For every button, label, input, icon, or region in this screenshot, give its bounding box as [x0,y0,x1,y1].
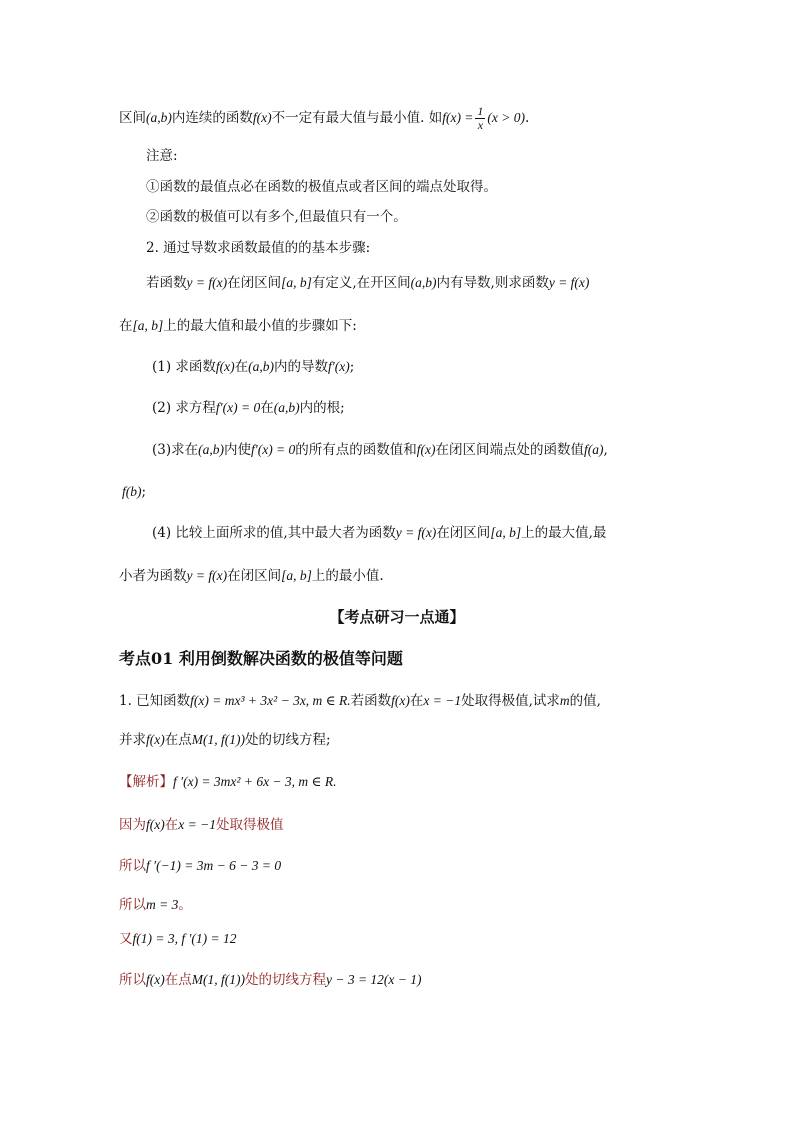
solution-label: 【解析】 [119,774,173,790]
math: [a, b] [281,275,312,290]
answer-line-6 [119,970,422,990]
math: f(x) [146,732,165,747]
math: y = f(x) [548,275,590,290]
math: f′(x) = 0 [215,400,261,415]
math: f(1) = 3, f ′(1) = 12 [132,931,237,946]
text: ; [141,484,147,500]
math: f(x) = mx³ + 3x² − 3x, m ∈ R. [190,693,351,708]
text: 内使 [224,442,251,458]
math: m [559,693,570,708]
steps-title: 2. 通过导数求函数最值的的基本步骤: [146,240,371,256]
math: y − 3 = 12(x − 1) [325,972,422,987]
text: ; [349,359,355,375]
text: 在 [234,359,249,375]
fraction [475,105,485,132]
step-2 [152,398,345,418]
topic-title: 考点01 利用倒数解决函数的极值等问题 [119,649,403,668]
fraction-numerator: 1 [477,104,484,118]
math: [a, b] [490,525,522,540]
text: 上的最小值. [311,568,384,584]
math: [a, b] [281,568,312,583]
text: 在 [409,693,424,709]
text: 的值, [569,693,601,709]
text: 因为 [119,817,146,833]
text: 在闭区间 [436,525,491,541]
question-line-1 [119,691,601,711]
text: 在点 [164,972,192,988]
text: 上的最大值和最小值的步骤如下: [163,318,357,334]
step-4-cont [119,566,384,586]
text: 处取得极值,试求 [461,693,560,709]
text: 又 [119,931,133,947]
text: 处取得极值 [215,817,284,833]
text: 处的切线方程; [244,732,331,748]
text: 的所有点的函数值和 [295,442,417,458]
math: x = −1 [178,817,216,832]
text: 在闭区间 [227,275,282,291]
text: 。 [178,897,192,913]
answer-line-2 [119,815,283,835]
text-line-definition-cont [119,316,357,336]
math: (a,b) [146,110,172,125]
math: f(x) [215,359,235,374]
text: 处的切线方程 [244,972,326,988]
text-line-definition [146,273,589,293]
question-line-2 [119,730,331,750]
math: f ′(x) = 3mx² + 6x − 3, m ∈ R. [173,774,337,789]
math: (a,b) [273,400,300,415]
text-line-continuity [119,105,529,132]
math: M(1, f(1)) [191,972,245,987]
text: 在点 [164,732,192,748]
math: f(x) [146,972,165,987]
text: 所以 [119,897,146,913]
note-item-1: ①函数的最值点必在函数的极值点或者区间的端点处取得。 [146,179,497,195]
text: 小者为函数 [119,568,187,584]
math: M(1, f(1)) [191,732,245,747]
step-3-cont [122,482,146,502]
text: 内的根; [299,400,345,416]
math: f(b) [122,484,142,499]
answer-line-4 [119,895,192,915]
answer-line-5 [119,929,237,949]
text: . [525,110,530,126]
math: f(x) [252,110,272,125]
math: f(x) [416,442,436,457]
math: (a,b) [248,359,275,374]
text: 若函数 [350,693,392,709]
text: 并求 [119,732,146,748]
math: f′(x) = 0 [251,442,296,457]
text: (1) 求函数 [152,359,216,375]
text: 内有导数,则求函数 [436,275,549,291]
math: y = f(x) [186,275,228,290]
text: 在 [260,400,274,416]
math: (a,b) [198,442,224,457]
step-3 [152,440,608,460]
math: y = f(x) [186,568,228,583]
answer-line-1 [119,772,337,792]
section-title: 【考点研习一点通】 [329,608,465,626]
fraction-denominator: x [477,118,484,132]
text: 上的最大值,最 [521,525,607,541]
text: 不一定有最大值与最小值. 如 [271,110,443,126]
text: 所以 [119,858,146,874]
math: (x > 0) [487,110,526,125]
text: (2) 求方程 [152,400,216,416]
text: 所以 [119,972,146,988]
text: 在闭区间端点处的函数值 [435,442,585,458]
step-4 [152,523,606,543]
text: 1. 已知函数 [119,693,191,709]
math: x = −1 [423,693,462,708]
text: 区间 [119,110,146,126]
text: (4) 比较上面所求的值,其中最大者为函数 [152,525,396,541]
text: 在 [119,318,133,334]
math: f ′(−1) = 3m − 6 − 3 = 0 [146,858,282,873]
note-item-2: ②函数的极值可以有多个,但最值只有一个。 [146,209,407,225]
math: f′(x) [328,359,350,374]
math: (a,b) [410,275,437,290]
text: 在闭区间 [227,568,282,584]
math: [a, b] [132,318,164,333]
text: 内连续的函数 [171,110,253,126]
math: f(x) = [442,110,474,125]
math: f(x) [146,817,165,832]
step-1 [152,357,354,377]
text: , [603,442,608,458]
text: 在 [164,817,179,833]
text: 若函数 [146,275,187,291]
math: f(a) [584,442,604,457]
text: 有定义,在开区间 [311,275,411,291]
text: 内的导数 [274,359,329,375]
math: f(x) [391,693,410,708]
text: (3)求在 [152,442,199,458]
note-title: 注意: [146,148,178,164]
math: y = f(x) [395,525,437,540]
math: m = 3 [146,897,179,912]
answer-line-3 [119,856,281,876]
